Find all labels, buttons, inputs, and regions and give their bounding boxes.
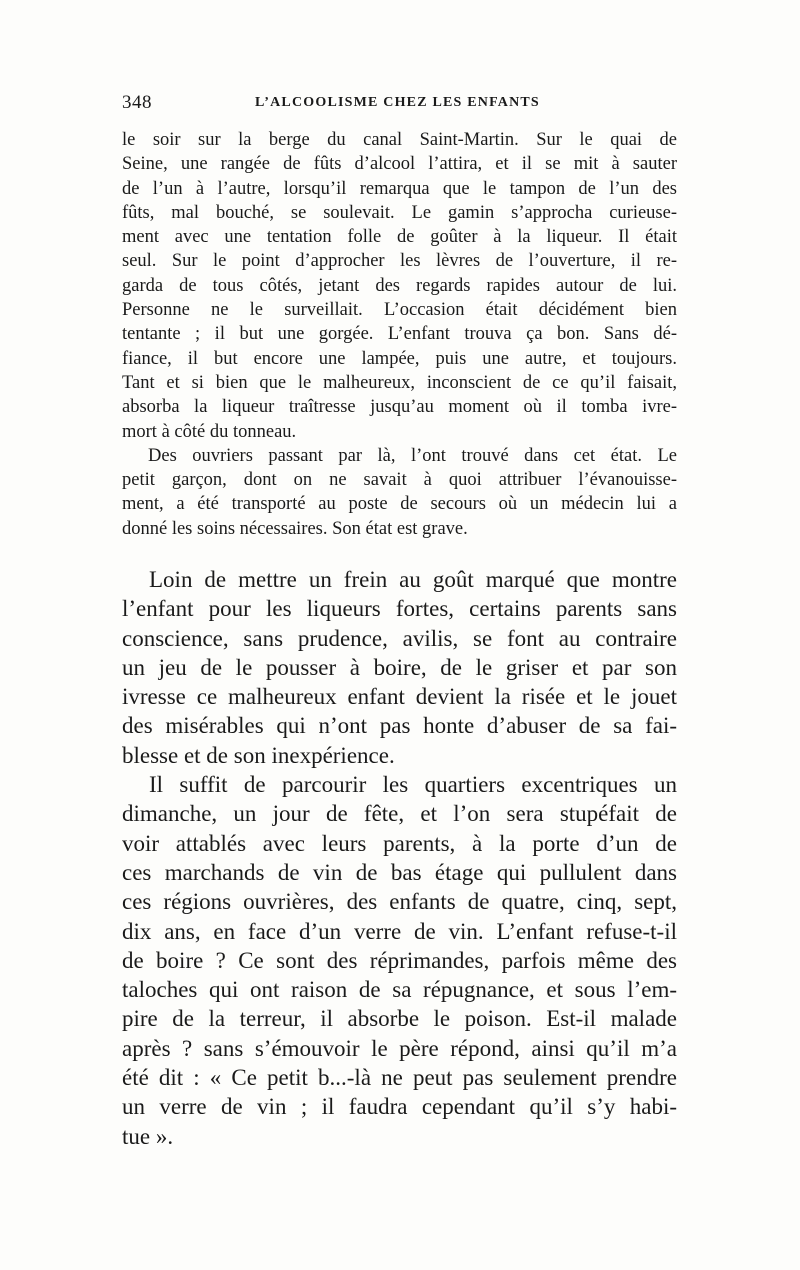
report-line: mort à côté du tonneau. [122,421,297,442]
report-line: de l’un à l’autre, lorsqu’il remarqua que le tampon de l’un des [122,178,677,199]
report-line: fûts, mal bouché, se soulevait. Le gamin s’approcha curieuse- [122,202,677,223]
page-number: 348 [122,92,152,113]
report-line: tentante ; il but une gorgée. L’enfant trouva ça bon. Sans dé- [122,324,677,345]
body-line: ces marchands de vin de bas étage qui pullulent dans [122,859,677,885]
body-line: conscience, sans prudence, avilis, se font au contraire [122,625,677,651]
report-line: donné les soins nécessaires. Son état est grave. [122,518,468,539]
body-line: taloches qui ont raison de sa répugnance, et sous l’em- [122,977,677,1003]
body-line: des misérables qui n’ont pas honte d’abuser de sa fai- [122,713,677,739]
running-head [122,92,677,118]
body-line: blesse et de son inexpérience. [122,742,395,768]
body-line: été dit : « Ce petit b...-là ne peut pas seulement prendre [122,1065,677,1091]
body-line: dimanche, un jour de fête, et l’on sera stupéfait de [122,801,677,827]
body-line: tue ». [122,1123,174,1149]
report-line: ment avec une tentation folle de goûter à la liqueur. Il était [122,227,677,248]
body-line: Loin de mettre un frein au goût marqué que montre [149,567,677,592]
body-line: voir attablés avec leurs parents, à la porte d’un de [122,830,677,856]
body-line: après ? sans s’émouvoir le père répond, ainsi qu’il m’a [122,1035,677,1061]
quoted-news-report [122,128,677,541]
report-line: Des ouvriers passant par là, l’ont trouvé dans cet état. Le [148,445,677,466]
body-line: ces régions ouvrières, des enfants de quatre, cinq, sept, [122,889,677,915]
report-line: fiance, il but encore une lampée, puis une autre, et toujours. [122,348,677,369]
body-line: l’enfant pour les liqueurs fortes, certains parents sans [122,596,677,622]
body-line: dix ans, en face d’un verre de vin. L’enfant refuse-t-il [122,918,677,944]
report-line: seul. Sur le point d’approcher les lèvres de l’ouverture, il re- [122,251,677,272]
report-line: Tant et si bien que le malheureux, inconscient de ce qu’il faisait, [122,372,677,393]
report-line: ment, a été transporté au poste de secours où un médecin lui a [122,494,677,515]
body-line: pire de la terreur, il absorbe le poison. Est-il malade [122,1006,677,1032]
report-line: garda de tous côtés, jetant des regards rapides autour de lui. [122,275,677,296]
body-line: de boire ? Ce sont des réprimandes, parfois même des [122,947,677,973]
body-line: ivresse ce malheureux enfant devient la risée et le jouet [122,684,677,710]
body-line: Il suffit de parcourir les quartiers excentriques un [149,772,677,798]
report-line: Personne ne le surveillait. L’occasion était décidément bien [122,300,677,321]
report-line: petit garçon, dont on ne savait à quoi attribuer l’évanouisse- [122,470,677,491]
body-line: un jeu de le pousser à boire, de le griser et par son [122,654,677,680]
report-line: Seine, une rangée de fûts d’alcool l’attira, et il se mit à sauter [122,154,677,175]
body-text [122,565,677,1151]
running-title: L’ALCOOLISME CHEZ LES ENFANTS [255,95,540,110]
report-line: le soir sur la berge du canal Saint-Martin. Sur le quai de [122,130,677,150]
report-line: absorba la liqueur traîtresse jusqu’au moment où il tomba ivre- [122,397,677,418]
body-line: un verre de vin ; il faudra cependant qu’il s’y habi- [122,1094,677,1120]
